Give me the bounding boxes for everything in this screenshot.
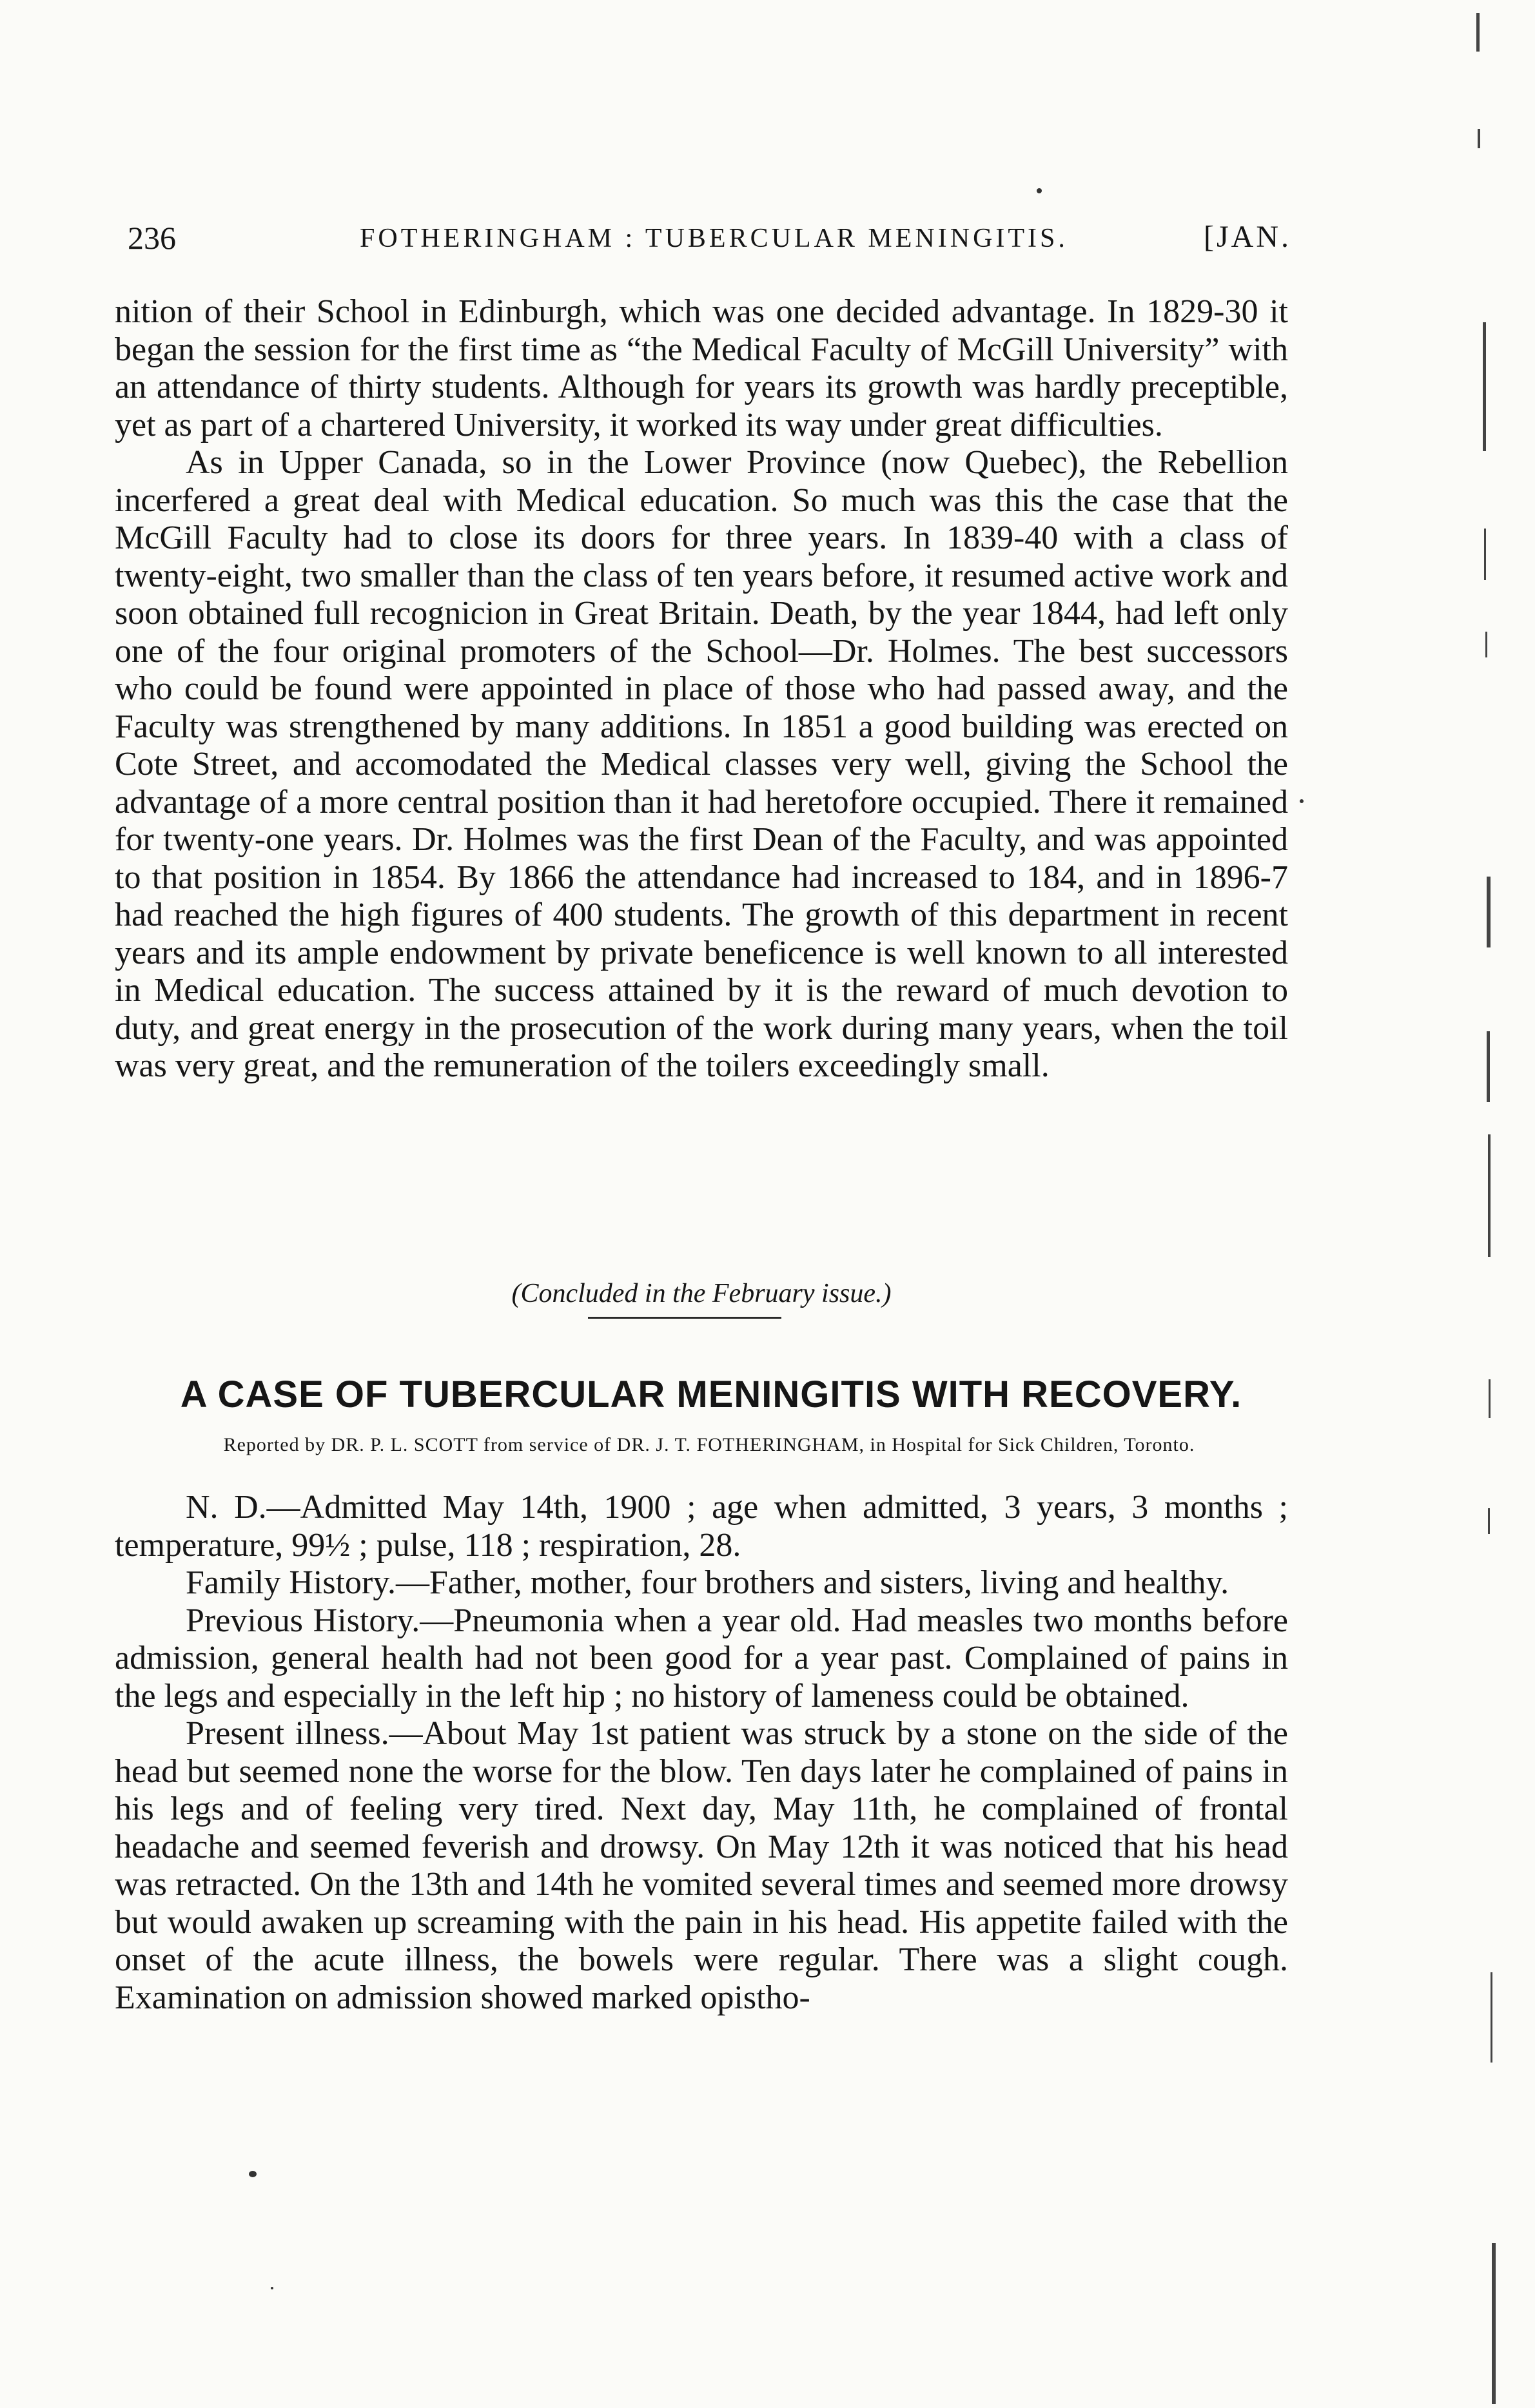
byline: Reported by DR. P. L. SCOTT from service of DR. J. T. FOTHERINGHAM, in Hospital for Sick Children, Toronto. — [223, 1434, 1195, 1455]
second-article-body — [115, 1489, 1288, 2017]
paragraph: Family History.—Father, mother, four brothers and sisters, living and healthy. — [186, 1564, 1229, 1601]
paragraph: Present illness.—About May 1st patient was struck by a stone on the side of the head but seemed none the worse for the blow. Ten days later he complained of pains in his legs and of feeling very tired. Next day, May 11th, he complained of frontal headache and seemed feverish and drowsy. On May 12th it was noticed that his head was retracted. On the 13th and 14th he vomited several times and seemed more drowsy but would awaken up screaming with the pain in his head. His appetite failed with the onset of the acute illness, the bowels were regular. There was a slight cough. Examination on admission showed marked opistho- — [115, 1715, 1288, 2016]
continued-note: (Concluded in the February issue.) — [511, 1279, 892, 1308]
section-divider — [588, 1317, 781, 1319]
running-title: FOTHERINGHAM : TUBERCULAR MENINGITIS. — [360, 224, 1068, 253]
paragraph: As in Upper Canada, so in the Lower Province (now Quebec), the Rebellion incerfered a great deal with Medical education. So much was this the case that the McGill Faculty had to close its doors for three years. In 1839-40 with a class of twenty-eight, two smaller than the class of ten years before, it resumed active work and soon obtained full recognicion in Great Britain. Death, by the year 1844, had left only one of the four original promoters of the School—Dr. Holmes. The best successors who could be found were appointed in place of those who had passed away, and the Faculty was strengthened by many additions. In 1851 a good building was erected on Cote Street, and accomodated the Medical classes very well, giving the School the advantage of a more central position than it had heretofore occupied. There it remained for twenty-one years. Dr. Holmes was the first Dean of the Faculty, and was appointed to that position in 1854. By 1866 the attendance had increased to 184, and in 1896-7 had reached the high figures of 400 students. The growth of this department in recent years and its ample endowment by private beneficence is well known to all interested in Medical education. The success attained by it is the reward of much devotion to duty, and great energy in the prosecution of the work during many years, when the toil was very great, and the remuneration of the toilers exceedingly small. — [115, 444, 1288, 1084]
page-number: 236 — [128, 220, 176, 256]
article-title: A CASE OF TUBERCULAR MENINGITIS WITH RECOVERY. — [180, 1374, 1242, 1415]
first-article-body — [115, 293, 1288, 1085]
paragraph: N. D.—Admitted May 14th, 1900 ; age when admitted, 3 years, 3 months ; temperature, 99½ ; pulse, 118 ; respiration, 28. — [115, 1489, 1288, 1564]
paragraph: Previous History.—Pneumonia when a year old. Had measles two months before admission, general health had not been good for a year past. Complained of pains in the legs and especially in the left hip ; no history of lameness could be obtained. — [115, 1602, 1288, 1714]
running-head — [128, 219, 1291, 264]
running-date: [JAN. — [1204, 220, 1291, 254]
paragraph: nition of their School in Edinburgh, which was one decided advantage. In 1829-30 it began the session for the first time as “the Medical Faculty of McGill University” with an attendance of thirty students. Although for years its growth was hardly preceptible, yet as part of a chartered University, it worked its way under great difficulties. — [115, 293, 1288, 443]
